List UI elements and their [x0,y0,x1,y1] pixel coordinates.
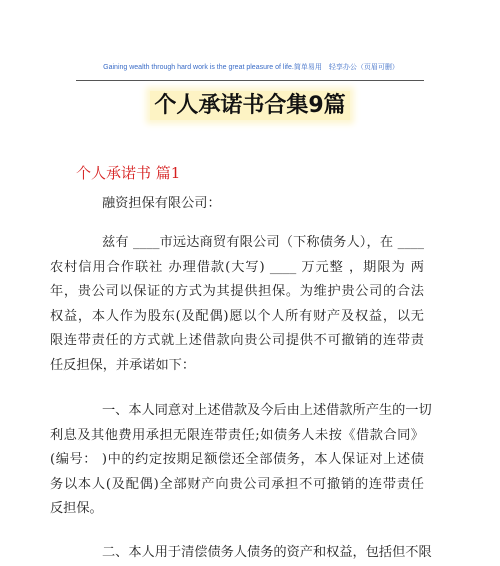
section-heading: 个人承诺书 篇1 [76,164,181,182]
paragraph-3 [76,541,432,566]
paragraph-2-line: 务以本人(及配偶)全部财产向贵公司承担不可撤销的连带责任 [50,476,424,492]
paragraph-1-line: 兹有 ____市远达商贸有限公司（下称债务人），在 ____ [102,235,424,250]
paragraph-2-line: 利息及其他费用承担无限连带责任;如债务人未按《借款合同》 [50,427,424,443]
document-title-text: 个人承诺书合集9篇 [150,91,349,120]
document-title [0,88,500,119]
paragraph-1-line: 限连带责任的方式就上述借款向贵公司提供不可撤销的连带责 [50,333,424,349]
paragraph-2-line: (编号： )中的约定按期足额偿还全部债务，本人保证对上述债 [50,452,424,468]
paragraph-2-line: 一、本人同意对上述借款及今后由上述借款所产生的一切 [102,403,432,418]
paragraph-1 [50,231,424,379]
paragraph-1-line: 农村信用合作联社 办理借款(大写) ____ 万元整 ，期限为 两 [50,259,424,275]
paragraph-2-line: 反担保。 [50,501,103,517]
paragraph-1-line: 任反担保，并承诺如下： [50,357,196,373]
header-divider [76,80,424,81]
paragraph-3-line: 二、本人用于清偿债务人债务的资产和权益，包括但不限 [102,545,432,560]
paragraph-2 [50,399,432,522]
paragraph-1-line: 年，贵公司以保证的方式为其提供担保。为维护贵公司的合法 [50,284,424,300]
paragraph-1-line: 权益，本人作为股东(及配偶)愿以个人所有财产及权益，以无 [50,308,424,324]
page-header-tagline: Gaining wealth through hard work is the great pleasure of life.简单易用 轻享办公（页眉可删） [103,64,399,71]
addressee-line: 融资担保有限公司： [102,196,221,211]
